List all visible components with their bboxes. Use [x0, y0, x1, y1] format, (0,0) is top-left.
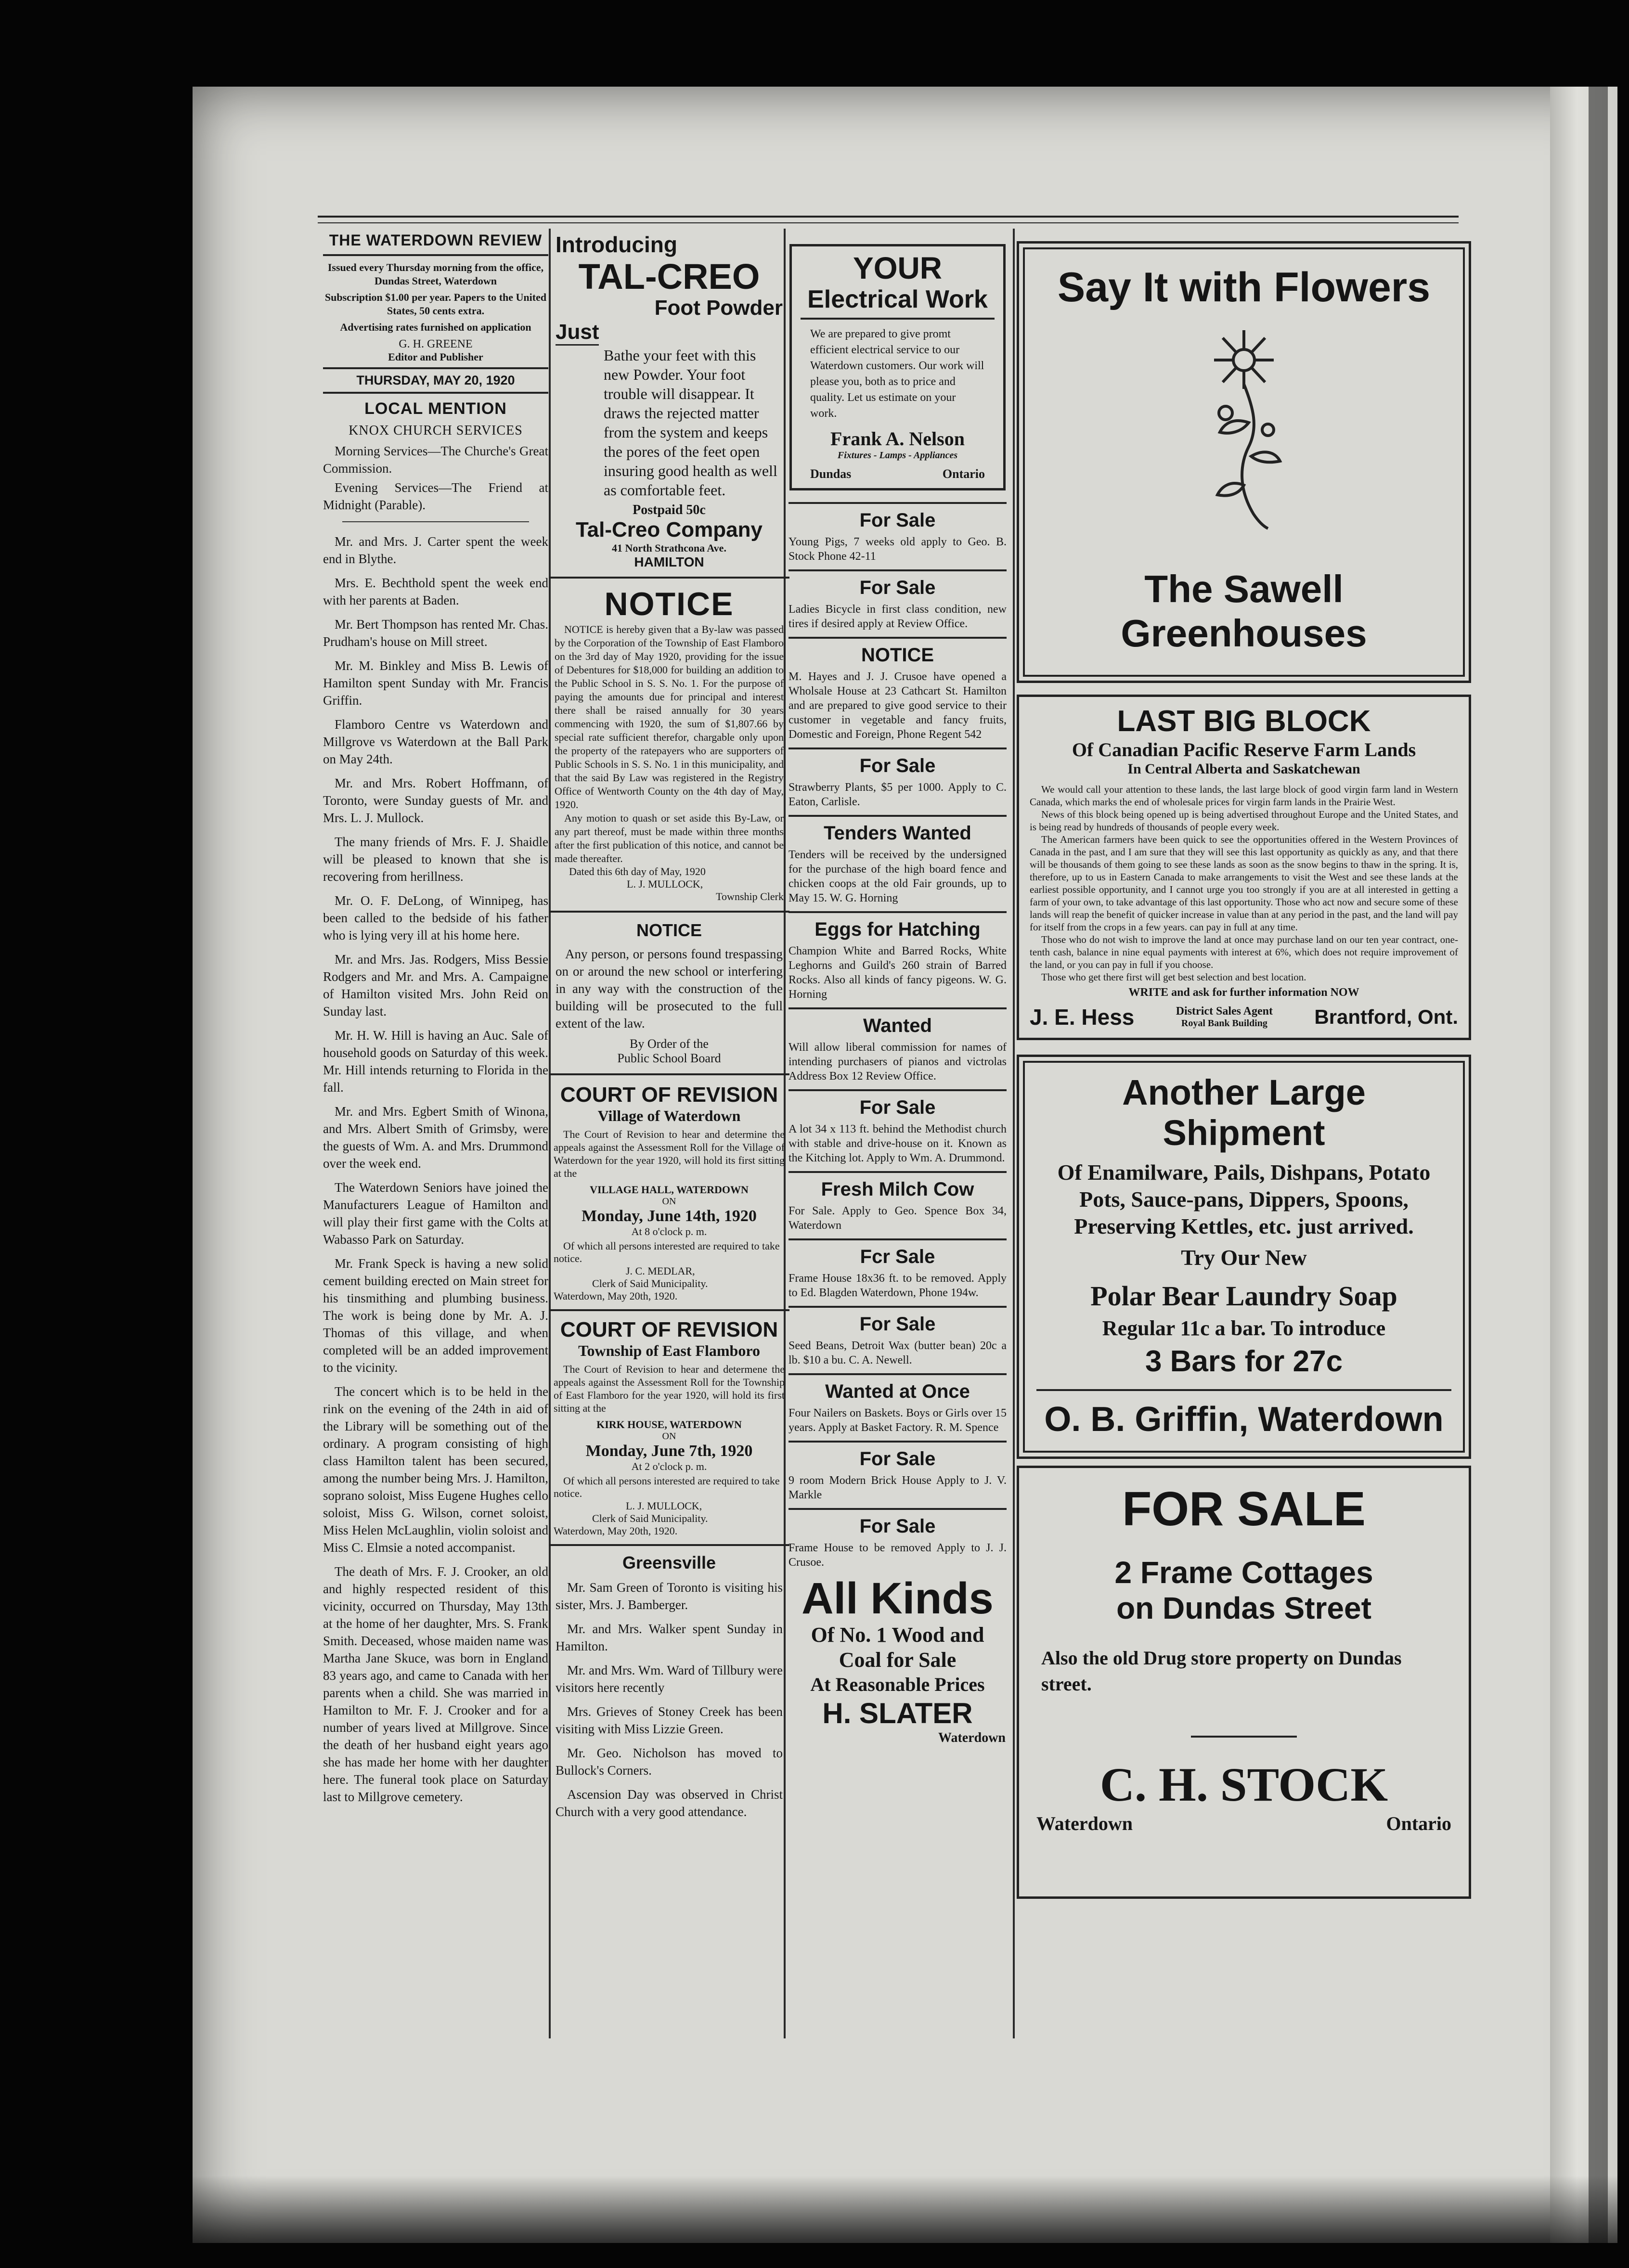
classified-body: Tenders will be received by the undersigned for the purchase of the high board fence and chicken coops at the old Fair grounds, up to May 15. W. G. Horning	[789, 849, 1007, 904]
talcreo-intro: Introducing	[556, 232, 677, 257]
classified-heading: Eggs for Hatching	[814, 919, 981, 940]
court-revision-village	[549, 1083, 789, 1302]
greensville-item: Mrs. Grieves of Stoney Creek has been visiting with Miss Lizzie Green.	[556, 1704, 783, 1736]
griffin-ad	[1017, 1055, 1471, 1459]
classified-body: Will allow liberal commission for names of intending purchasers of pianos and victrolas Address Box 12 Review Office.	[789, 1041, 1007, 1082]
block-p1: We would call your attention to these lands, the last large block of good virgin farm land in Western Canada, which marks the end of wholesale prices for virgin farm lands in the Prairie West.	[1030, 784, 1458, 808]
court1-dated: Waterdown, May 20th, 1920.	[554, 1290, 678, 1302]
greensville-news	[549, 1553, 789, 1820]
court1-clerk-title: Clerk of Said Municipality.	[592, 1277, 708, 1289]
talcreo-sub: Foot Powder	[654, 296, 783, 320]
flowers-headline: Say It with Flowers	[1057, 264, 1431, 310]
court2-place: KIRK HOUSE, WATERDOWN	[596, 1418, 742, 1430]
classified-heading: Fresh Milch Cow	[821, 1179, 974, 1200]
local-item: Mr. and Mrs. Egbert Smith of Winona, and Mrs. Albert Smith of Grimsby, were the guests of Wm. A. and Mrs. Drummond over the week end.	[323, 1104, 548, 1171]
classified-heading: Wanted	[863, 1015, 932, 1036]
talcreo-address: 41 North Strathcona Ave.	[612, 542, 726, 554]
classified-ad	[789, 1007, 1007, 1083]
bylaw-heading: NOTICE	[604, 586, 734, 622]
classified-body: Four Nailers on Baskets. Boys or Girls over 15 years. Apply at Basket Factory. R. M. Spence	[789, 1407, 1007, 1434]
forsale-name: C. H. STOCK	[1099, 1758, 1388, 1811]
classified-body: Ladies Bicycle in first class condition, new tires if desired apply at Review Office.	[789, 603, 1007, 630]
greensville-items	[556, 1579, 783, 1820]
talcreo-city: HAMILTON	[634, 554, 704, 569]
talcreo-ad	[549, 229, 789, 570]
stock-ad	[1017, 1466, 1471, 1899]
court2-body: The Court of Revision to hear and determene the appeals against the Assessment Roll for the Township of East Flamboro for the year 1920, will hold its first sitting at the	[554, 1363, 785, 1414]
masthead-rates: Advertising rates furnished on application	[340, 321, 531, 333]
classified-heading: NOTICE	[861, 644, 934, 666]
top-rule	[318, 216, 1459, 223]
court2-time: At 2 o'clock p. m.	[631, 1460, 707, 1472]
classified-heading: Tenders Wanted	[824, 823, 971, 844]
classified-ad	[789, 637, 1007, 742]
local-item: The death of Mrs. F. J. Crooker, an old and highly respected resident of this vicinity, occurred on Thursday, May 13th at the home of her daughter, Mrs. S. Frank Smith. Deceased, whose maiden name was Martha Jane Skuce, was born in England 83 years ago, and came to Canada with her parents when a child. She was married in Hamilton to Mr. F. J. Crooker and for a number of years lived at Millgrove. Since the death of her husband eight years ago she has made her home with her daughter here. The funeral took place on Saturday last to Millgrove cemetery.	[323, 1564, 548, 1804]
court2-on: ON	[662, 1431, 676, 1442]
classified-body: Strawberry Plants, $5 per 1000. Apply to C. Eaton, Carlisle.	[789, 781, 1007, 808]
classified-ad	[789, 1306, 1007, 1367]
classified-heading: Wanted at Once	[825, 1381, 970, 1402]
block-name: J. E. Hess	[1030, 1005, 1135, 1030]
electrical-location	[801, 467, 995, 481]
classified-body: M. Hayes and J. J. Crusoe have opened a Wholsale House at 23 Cathcart St. Hamilton and are prepared to give good service to their customer in vegetable and fancy fruits, Domestic and Foreign, Phone Regent 542	[789, 670, 1007, 741]
shipment-headline: Another Large Shipment	[1122, 1072, 1366, 1153]
flowers-inner-frame	[1023, 247, 1465, 677]
local-item: Flamboro Centre vs Waterdown and Millgrove vs Waterdown at the Ball Park on May 24th.	[323, 717, 548, 766]
classified-heading: For Sale	[859, 510, 936, 531]
court2-clerk: L. J. MULLOCK,	[626, 1500, 702, 1512]
shipment-bars: 3 Bars for 27c	[1145, 1345, 1343, 1378]
forsale-divider	[1191, 1736, 1297, 1738]
school-body: Any person, or persons found trespassing on or around the new school or interfering in any way with the construction of the building will be prosecuted to the full extent of the law.	[556, 947, 783, 1031]
local-item: The many friends of Mrs. F. J. Shaidle will be pleased to known that she is recovering from herillness.	[323, 835, 548, 884]
forsale-location	[1032, 1812, 1456, 1835]
flower-icon	[1196, 326, 1292, 538]
shipment-body: Of Enamilware, Pails, Dishpans, Potato Pots, Sauce-pans, Dippers, Spoons, Preserving Kettles, etc. just arrived.	[1057, 1160, 1431, 1238]
talcreo-name: TAL-CREO	[578, 257, 760, 296]
column-classifieds	[786, 229, 1009, 1746]
classified-list	[786, 502, 1009, 1570]
classified-body: Champion White and Barred Rocks, White Leghorns and Guild's 260 strain of Barred Rocks. Also all kinds of fancy pigeons. W. G. Horning	[789, 945, 1007, 1001]
court2-heading: COURT OF REVISION	[560, 1318, 778, 1341]
forsale-line2: on Dundas Street	[1116, 1591, 1371, 1625]
talcreo-company: Tal-Creo Company	[576, 518, 763, 541]
classified-ad	[789, 1373, 1007, 1435]
local-item: The concert which is to be held in the rink on the evening of the 24th in aid of the Library will be something out of the ordinary. A program consisting of high class Hamilton talent has been secured, among the number being Mrs. J. Hamilton, soprano soloist, Miss Eugene Hughes cello soloist, Miss G. Wilson, cornet soloist, Miss Helen McLaughlin, violin soloist and Miss C. Elmsie a noted accompanist.	[323, 1384, 548, 1555]
block-p2: News of this block being opened up is being advertised throughout Europe and the United States, and is being read by hundreds of thousands of people every week.	[1030, 809, 1458, 833]
greensville-item: Mr. Geo. Nicholson has moved to Bullock's Corners.	[556, 1746, 783, 1778]
court2-sub: Township of East Flamboro	[578, 1342, 760, 1359]
court1-sub: Village of Waterdown	[597, 1107, 741, 1124]
farm-lands-ad	[1017, 695, 1471, 1040]
electrical-tag: Fixtures - Lamps - Appliances	[837, 450, 958, 461]
block-p5: Those who get there first will get best selection and best location.	[1041, 971, 1306, 983]
block-agent: District Sales Agent	[1176, 1005, 1273, 1018]
classified-ad	[789, 1171, 1007, 1233]
classified-heading: For Sale	[859, 1097, 936, 1118]
block-write: WRITE and ask for further information NOW	[1128, 986, 1359, 999]
court1-body: The Court of Revision to hear and determine the appeals against the Assessment Roll for the Village of Waterdown for the year 1920, will hold its first sitting at the	[554, 1128, 785, 1179]
wood-line4: At Reasonable Prices	[810, 1674, 985, 1695]
church-evening: Evening Services—The Friend at Midnight (Parable).	[323, 480, 548, 512]
church-morning: Morning Services—The Churche's Great Commission.	[323, 444, 548, 476]
classified-body: 9 room Modern Brick House Apply to J. V. Markle	[789, 1474, 1007, 1501]
classified-body: Young Pigs, 7 weeks old apply to Geo. B. Stock Phone 42-11	[789, 536, 1007, 563]
classified-ad	[789, 911, 1007, 1002]
masthead-issue: Issued every Thursday morning from the office, Dundas Street, Waterdown	[327, 261, 544, 287]
greensville-item: Mr. and Mrs. Walker spent Sunday in Hamilton.	[556, 1622, 783, 1653]
talcreo-body: Bathe your feet with this new Powder. Your foot trouble will disappear. It draws the rejected matter from the system and keeps the pores of the feet open insuring good health as well as comfortable feet.	[604, 347, 777, 499]
classified-heading: For Sale	[859, 1516, 936, 1537]
greensville-item: Mr. and Mrs. Wm. Ward of Tillbury were visitors here recently	[556, 1663, 783, 1695]
school-heading: NOTICE	[636, 920, 702, 940]
greensville-item: Ascension Day was observed in Christ Church with a very good attendance.	[556, 1787, 783, 1819]
block-headline: LAST BIG BLOCK	[1117, 705, 1371, 738]
bylaw-signer-title: Township Clerk	[716, 890, 784, 902]
local-item: Mr. H. W. Hill is having an Auc. Sale of household goods on Saturday of this week. Mr. Hill intends returning to Florida in the fall.	[323, 1028, 548, 1095]
issue-date: THURSDAY, MAY 20, 1920	[356, 373, 515, 387]
local-item: Mr. M. Binkley and Miss B. Lewis of Hamilton spent Sunday with Mr. Francis Griffin.	[323, 658, 548, 708]
column-local	[320, 229, 551, 1812]
forsale-prov: Ontario	[1386, 1813, 1451, 1834]
court1-place: VILLAGE HALL, WATERDOWN	[590, 1184, 749, 1196]
shipment-regular: Regular 11c a bar. To introduce	[1102, 1316, 1386, 1340]
church-heading: KNOX CHURCH SERVICES	[349, 423, 523, 438]
column-display-ads	[1016, 229, 1478, 1899]
classified-heading: For Sale	[859, 755, 936, 776]
wood-line3: Coal for Sale	[839, 1648, 957, 1672]
classified-ad	[789, 1441, 1007, 1502]
local-item: Mr. and Mrs. Robert Hoffmann, of Toronto, were Sunday guests of Mr. and Mrs. L. J. Mullock.	[323, 776, 548, 825]
talcreo-just: Just	[556, 320, 599, 346]
classified-ad	[789, 1238, 1007, 1300]
local-item: Mrs. E. Bechthold spent the week end with her parents at Baden.	[323, 576, 548, 607]
classified-body: Seed Beans, Detroit Wax (butter bean) 20c a lb. $10 a bu. C. A. Newell.	[789, 1340, 1007, 1366]
forsale-body: Also the old Drug store property on Dundas street.	[1041, 1647, 1402, 1695]
masthead-editor-role: Editor and Publisher	[388, 351, 483, 363]
classified-heading: For Sale	[859, 1314, 936, 1335]
school-notice	[549, 920, 789, 1066]
electrical-ad	[789, 244, 1006, 490]
wood-town: Waterdown	[938, 1730, 1006, 1745]
school-board: Public School Board	[617, 1051, 721, 1065]
bylaw-body-2: Any motion to quash or set aside this By-Law, or any part thereof, must be made within three months after the first publication of this notice, and cannot be made thereafter.	[555, 812, 784, 864]
block-sub2: In Central Alberta and Saskatchewan	[1127, 761, 1360, 777]
electrical-prov: Ontario	[942, 467, 985, 481]
greensville-heading: Greensville	[622, 1553, 716, 1572]
local-item: Mr. and Mrs. J. Carter spent the week end in Blythe.	[323, 534, 548, 566]
electrical-town: Dundas	[810, 467, 852, 481]
court2-dated: Waterdown, May 20th, 1920.	[554, 1525, 678, 1537]
electrical-line1: YOUR	[853, 251, 942, 285]
wood-line2: Of No. 1 Wood and	[811, 1623, 984, 1647]
block-p3: The American farmers have been quick to see the opportunities offered in the Western Provinces of Canada in the past, and I am sure that they will see this last opportunity as quickly as any, and that there will be thousands of them going to see these lands as soon as the snow begins to thaw in the spring. It is, therefore, up to us in Eastern Canada to make arrangements to visit the West and see these lands at the earliest possible opportunity, and I cannot urge you too strongly if you are at all interested in getting a farm of your own, to take advantage of this last opportunity. Those who act now and secure some of these lands will reap the benefit of quicker increase in value than at any period in the past, and the land will pay for itself from the crops in a few years. can pay in full at any time.	[1030, 834, 1458, 933]
griffin-inner-frame	[1023, 1061, 1465, 1453]
column-rule	[1013, 229, 1015, 2038]
local-item: The Waterdown Seniors have joined the Manufacturers League of Hamilton and will play their first game with the Colts at Wabasso Park on Saturday.	[323, 1180, 548, 1247]
classified-heading: For Sale	[859, 577, 936, 598]
classified-heading: For Sale	[859, 1448, 936, 1469]
court1-clerk: J. C. MEDLAR,	[626, 1265, 695, 1277]
classified-ad	[789, 1089, 1007, 1165]
classified-ad	[789, 569, 1007, 631]
forsale-line1: 2 Frame Cottages	[1114, 1555, 1373, 1590]
shipment-name: O. B. Griffin, Waterdown	[1044, 1400, 1444, 1439]
forsale-headline: FOR SALE	[1122, 1482, 1366, 1536]
flowers-footer: The Sawell Greenhouses	[1121, 567, 1367, 655]
local-item: Mr. Frank Speck is having a new solid cement building erected on Main street for his tinsmithing and plumbing business. The work is being done by Mr. A. J. Thomas of this village, and when completed will be an added improvement to the vicinity.	[323, 1256, 548, 1375]
local-items	[323, 533, 548, 1805]
court2-note: Of which all persons interested are required to take notice.	[554, 1475, 780, 1499]
classified-body: A lot 34 x 113 ft. behind the Methodist church with stable and drive-house on it. Known as the Kitching lot. Apply to Wm. A. Drummond.	[789, 1123, 1007, 1164]
shipment-soap: Polar Bear Laundry Soap	[1090, 1280, 1397, 1312]
local-item: Mr. O. F. DeLong, of Winnipeg, has been called to the bedside of his father who is lying very ill at his home here.	[323, 893, 548, 942]
court1-on: ON	[662, 1196, 676, 1207]
local-mention-heading: LOCAL MENTION	[364, 399, 507, 418]
block-city: Brantford, Ont.	[1314, 1005, 1458, 1028]
classified-body: Frame House 18x36 ft. to be removed. Apply to Ed. Blagden Waterdown, Phone 194w.	[789, 1272, 1007, 1299]
block-agent-info	[1176, 1005, 1273, 1029]
binding-shadow	[1589, 87, 1608, 2243]
block-bank: Royal Bank Building	[1181, 1018, 1267, 1029]
local-item: Mr. and Mrs. Jas. Rodgers, Miss Bessie Rodgers and Mr. and Mrs. A. Campaigne of Hamilton visited Mrs. John Reid on Sunday last.	[323, 952, 548, 1018]
bylaw-body: NOTICE is hereby given that a By-law was passed by the Corporation of the Township of East Flamboro on the 3rd day of May 1920, providing for the issue of Debentures for $18,000 for building an addition to the Public School in S. S. No. 1. For the purpose of paying the amounts due for principal and interest there shall be raised annually for 30 years commencing with 1920, the sum of $1,807.66 by special rate sufficient therefor, chargable only upon the property of the ratepayers who are supporters of Public Schools in S. S. No. 1 in this municipality, and that the said By Law was registered in the Registry Office of Wentworth County on the 4th day of May, 1920.	[555, 623, 784, 811]
classified-ad	[789, 1508, 1007, 1570]
scan-shadow	[193, 2176, 1617, 2268]
wood-line1: All Kinds	[802, 1574, 994, 1623]
shipment-try: Try Our New	[1181, 1245, 1307, 1270]
court1-time: At 8 o'clock p. m.	[631, 1225, 707, 1237]
talcreo-price: Postpaid 50c	[633, 503, 706, 517]
block-contact	[1030, 1004, 1458, 1030]
classified-ad	[789, 815, 1007, 905]
electrical-body: We are prepared to give promt efficient electrical service to our Waterdown customers. Our work will please you, both as to price and quality. Let us estimate on your work.	[810, 328, 984, 420]
classified-ad	[789, 502, 1007, 564]
block-sub: Of Canadian Pacific Reserve Farm Lands	[1072, 739, 1416, 760]
electrical-line2: Electrical Work	[807, 285, 988, 313]
classified-body: For Sale. Apply to Geo. Spence Box 34, Waterdown	[789, 1205, 1007, 1232]
bylaw-signer: L. J. MULLOCK,	[627, 878, 703, 890]
electrical-name: Frank A. Nelson	[830, 428, 965, 450]
masthead-subscription: Subscription $1.00 per year. Papers to the United States, 50 cents extra.	[324, 291, 547, 317]
classified-body: Frame House to be removed Apply to J. J. Crusoe.	[789, 1542, 1007, 1569]
masthead-editor: G. H. GREENE	[399, 338, 473, 350]
masthead-title: THE WATERDOWN REVIEW	[323, 232, 548, 256]
flowers-ad	[1017, 241, 1471, 683]
block-p4: Those who do not wish to improve the land at once may purchase land on our ten year contract, one-tenth cash, balance in nine equal payments with interest at 6%, which does not require improvement of the land, or you can pay in full if you choose.	[1030, 934, 1458, 970]
bylaw-dated: Dated this 6th day of May, 1920	[569, 865, 706, 877]
forsale-town: Waterdown	[1036, 1813, 1133, 1834]
school-by: By Order of the	[630, 1037, 709, 1051]
wood-ad	[786, 1570, 1009, 1746]
classified-heading: Fcr Sale	[860, 1246, 935, 1267]
court-revision-township	[549, 1318, 789, 1537]
court1-note: Of which all persons interested are required to take notice.	[554, 1240, 780, 1264]
court1-heading: COURT OF REVISION	[560, 1083, 778, 1107]
local-item: Mr. Bert Thompson has rented Mr. Chas. Prudham's house on Mill street.	[323, 617, 548, 649]
wood-name: H. SLATER	[822, 1697, 973, 1729]
classified-ad	[789, 747, 1007, 809]
bylaw-notice	[549, 585, 789, 903]
masthead	[320, 229, 551, 394]
column-notices	[549, 229, 789, 1827]
greensville-item: Mr. Sam Green of Toronto is visiting his sister, Mrs. J. Bamberger.	[556, 1580, 783, 1612]
court1-date: Monday, June 14th, 1920	[582, 1207, 757, 1225]
court2-date: Monday, June 7th, 1920	[585, 1442, 753, 1460]
court2-clerk-title: Clerk of Said Municipality.	[592, 1512, 708, 1524]
